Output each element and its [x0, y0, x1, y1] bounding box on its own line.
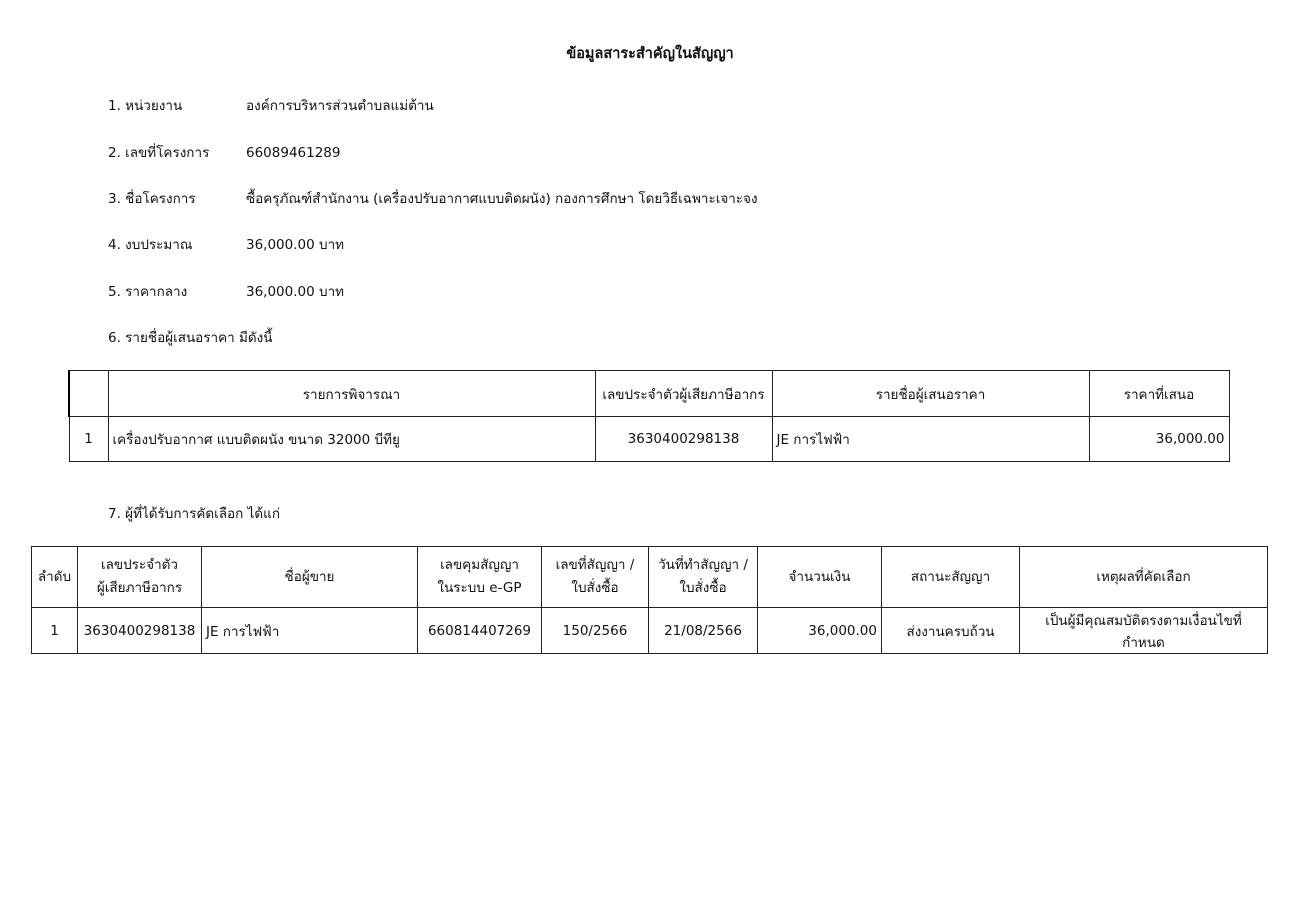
header-contract-no-line2: ใบสั่งซื้อ: [571, 580, 619, 596]
header-contract-date-line1: วันที่ทำสัญญา /: [658, 557, 748, 573]
info-value: 36,000.00 บาท: [246, 284, 345, 300]
header-contract-no-line1: เลขที่สัญญา /: [555, 557, 635, 573]
info-value: 66089461289: [246, 145, 341, 161]
cell-tax-id: 3630400298138: [78, 608, 202, 654]
info-value: องค์การบริหารส่วนตำบลแม่ต้าน: [246, 98, 434, 114]
header-control-line2: ในระบบ e-GP: [437, 580, 522, 596]
bidders-table: [68, 370, 1230, 462]
info-label: 5. ราคากลาง: [108, 284, 188, 300]
cell-contract-date: 21/08/2566: [649, 608, 758, 654]
header-bidder: รายชื่อผู้เสนอราคา: [772, 371, 1089, 417]
cell-seller: JE การไฟฟ้า: [202, 608, 418, 654]
cell-contract-number: 150/2566: [542, 608, 649, 654]
cell-reason: เป็นผู้มีคุณสมบัติตรงตามเงื่อนไขที่กำหนด: [1020, 608, 1268, 654]
header-price: ราคาที่เสนอ: [1089, 371, 1229, 417]
header-contract-date: [649, 547, 758, 608]
header-control-number: [418, 547, 542, 608]
table-row: [69, 417, 1229, 462]
header-tax-id: เลขประจำตัวผู้เสียภาษีอากร: [595, 371, 772, 417]
info-label: 4. งบประมาณ: [108, 237, 193, 253]
header-reason: เหตุผลที่คัดเลือก: [1020, 547, 1268, 608]
header-tax-id-line1: เลขประจำตัว: [100, 557, 179, 573]
header-seller: ชื่อผู้ขาย: [202, 547, 418, 608]
info-value: 36,000.00 บาท: [246, 237, 345, 253]
cell-status: ส่งงานครบถ้วน: [882, 608, 1020, 654]
header-item: รายการพิจารณา: [108, 371, 595, 417]
document-title: ข้อมูลสาระสำคัญในสัญญา: [566, 46, 734, 62]
bidders-section-title: 6. รายชื่อผู้เสนอราคา มีดังนี้: [108, 330, 273, 346]
header-amount: จำนวนเงิน: [758, 547, 882, 608]
cell-bidder: JE การไฟฟ้า: [772, 417, 1089, 462]
cell-tax-id: 3630400298138: [595, 417, 772, 462]
cell-amount: 36,000.00: [758, 608, 882, 654]
winners-section-title: 7. ผู้ที่ได้รับการคัดเลือก ได้แก่: [108, 506, 281, 522]
cell-no: 1: [69, 417, 108, 462]
info-value: ซื้อครุภัณฑ์สำนักงาน (เครื่องปรับอากาศแบบติดผนัง) กองการศึกษา โดยวิธีเฉพาะเจาะจง: [246, 191, 758, 207]
table-header-row: [69, 371, 1229, 417]
cell-price: 36,000.00: [1089, 417, 1229, 462]
header-tax-id: [78, 547, 202, 608]
header-contract-number: [542, 547, 649, 608]
header-contract-date-line2: ใบสั่งซื้อ: [679, 580, 727, 596]
header-control-line1: เลขคุมสัญญา: [440, 557, 519, 573]
table-header-row: [32, 547, 1268, 608]
table-row: [32, 608, 1268, 654]
info-label: 1. หน่วยงาน: [108, 98, 183, 114]
header-status: สถานะสัญญา: [882, 547, 1020, 608]
cell-control-number: 660814407269: [418, 608, 542, 654]
info-label: 3. ชื่อโครงการ: [108, 191, 196, 207]
header-no: [69, 371, 108, 417]
winners-table: [31, 546, 1268, 654]
header-no: ลำดับ: [32, 547, 78, 608]
cell-no: 1: [32, 608, 78, 654]
cell-item: เครื่องปรับอากาศ แบบติดผนัง ขนาด 32000 บีทียู: [108, 417, 595, 462]
info-label: 2. เลขที่โครงการ: [108, 145, 210, 161]
header-tax-id-line2: ผู้เสียภาษีอากร: [96, 580, 183, 596]
